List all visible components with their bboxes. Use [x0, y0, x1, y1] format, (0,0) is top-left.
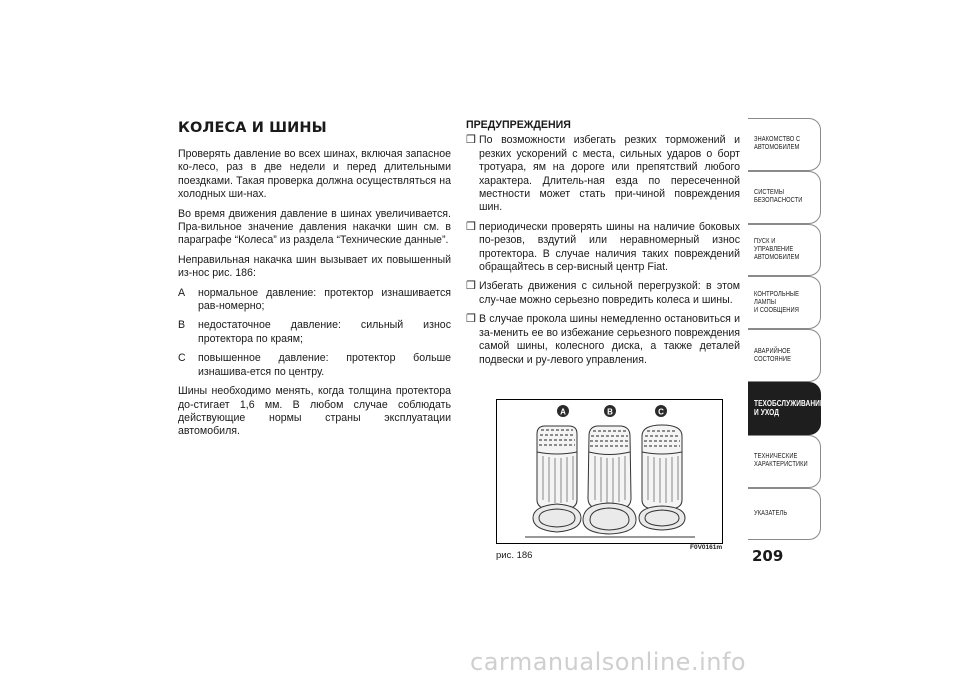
tire-wear-illustration: [497, 400, 722, 543]
tab-index[interactable]: [748, 488, 821, 541]
tab-label: АВАРИЙНОЕ СОСТОЯНИЕ: [754, 347, 792, 363]
paragraph: Шины необходимо менять, когда толщина протектора до-стигает 1,6 мм. В любом случае соблюдать действующие нормы страны эксплуатации автомобиля.: [178, 385, 451, 438]
tab-label: УКАЗАТЕЛЬ: [754, 509, 788, 517]
tab-label: ТЕХОБСЛУЖИВАНИЕ И УХОД: [754, 399, 825, 418]
figure-label-a: [557, 405, 569, 417]
figure-label-c: [655, 405, 667, 417]
item-letter: B: [178, 319, 186, 332]
tab-label: СИСТЕМЫ БЕЗОПАСНОСТИ: [754, 189, 803, 205]
list-item: [178, 352, 451, 379]
item-text: нормальное давление: протектор изнашивается рав-номерно;: [198, 286, 451, 313]
item-letter: A: [178, 286, 186, 299]
list-item: [178, 319, 451, 346]
tab-safety-systems[interactable]: [748, 171, 821, 224]
tire-b-underinflated: [583, 426, 636, 534]
item-text: повышенное давление: протектор больше изнашива-ется по центру.: [198, 352, 451, 378]
tab-label: КОНТРОЛЬНЫЕ ЛАМПЫ И СООБЩЕНИЯ: [754, 290, 799, 314]
svg-text:A: A: [560, 407, 566, 417]
item-text: недостаточное давление: сильный износ протектора по краям;: [198, 319, 451, 345]
warning-text: Избегать движения с сильной перегрузкой: в этом слу-чае можно серьезно повредить колеса и шины.: [479, 280, 740, 306]
left-column: [178, 148, 451, 445]
warning-text: В случае прокола шины немедленно остановиться и за-менить ее во избежание серьезного повреждения самой шины, колесного диска, а также деталей подвески и ру-левого управления.: [479, 313, 740, 366]
warnings-heading: ПРЕДУПРЕЖДЕНИЯ: [466, 119, 571, 131]
paragraph: Во время движения давление в шинах увеличивается. Пра-вильное значение давления накачки шин см. в параграфе “Колеса” из раздела “Технические данные”.: [178, 207, 451, 247]
checkbox-bullet-icon: ❒: [466, 134, 476, 147]
tire-c-overinflated: [639, 425, 685, 530]
warning-item: [466, 313, 740, 367]
tab-maintenance[interactable]: [748, 382, 825, 435]
section-tabs: [748, 118, 825, 540]
list-item: [178, 287, 451, 314]
page-number: 209: [752, 547, 784, 565]
checkbox-bullet-icon: ❒: [466, 280, 476, 293]
figure-code: F0V0161m: [690, 544, 723, 551]
warning-text: По возможности избегать резких торможений и резких ускорений с места, сильных ударов о борт тротуара, ям на дороге или препятствий любого характера. Длитель-ная езда по пересеченной местности может стать при-чиной повреждения шин.: [479, 134, 740, 214]
warning-text: периодически проверять шины на наличие боковых по-резов, вздутий или неравномерный износ протектора. В случае наличия таких повреждений обращайтесь в сер-висный центр Fiat.: [479, 220, 740, 274]
tab-warning-lights[interactable]: [748, 276, 821, 329]
tab-getting-to-know[interactable]: [748, 118, 821, 171]
paragraph: Проверять давление во всех шинах, включая запасное ко-лесо, раз в две недели и перед длительными поездками. Такая проверка должна осуществляться на холодных ши-нах.: [178, 148, 451, 201]
tab-starting-driving[interactable]: [748, 224, 821, 277]
watermark: carmanualsonline.info: [470, 648, 747, 676]
warning-item: [466, 134, 740, 214]
tab-label: ЗНАКОМСТВО С АВТОМОБИЛЕМ: [754, 136, 801, 152]
checkbox-bullet-icon: ❒: [466, 220, 476, 233]
svg-text:C: C: [658, 407, 664, 417]
item-letter: C: [178, 352, 186, 365]
warnings-column: [466, 119, 740, 373]
tab-label: ТЕХНИЧЕСКИЕ ХАРАКТЕРИСТИКИ: [754, 453, 808, 469]
warning-item: [466, 280, 740, 307]
tab-label: ПУСК И УПРАВЛЕНИЕ АВТОМОБИЛЕМ: [754, 237, 800, 261]
figure-label-b: [604, 405, 616, 417]
warning-item: [466, 221, 740, 275]
page-title: КОЛЕСА И ШИНЫ: [178, 120, 327, 136]
tire-wear-figure: [496, 399, 723, 544]
tab-technical-specs[interactable]: [748, 435, 821, 488]
paragraph: Неправильная накачка шин вызывает их повышенный из-нос рис. 186:: [178, 253, 451, 280]
checkbox-bullet-icon: ❒: [466, 313, 476, 326]
figure-caption: рис. 186: [496, 550, 533, 561]
svg-text:B: B: [607, 407, 613, 417]
tire-a-normal: [533, 426, 581, 532]
tab-emergency[interactable]: [748, 329, 821, 382]
